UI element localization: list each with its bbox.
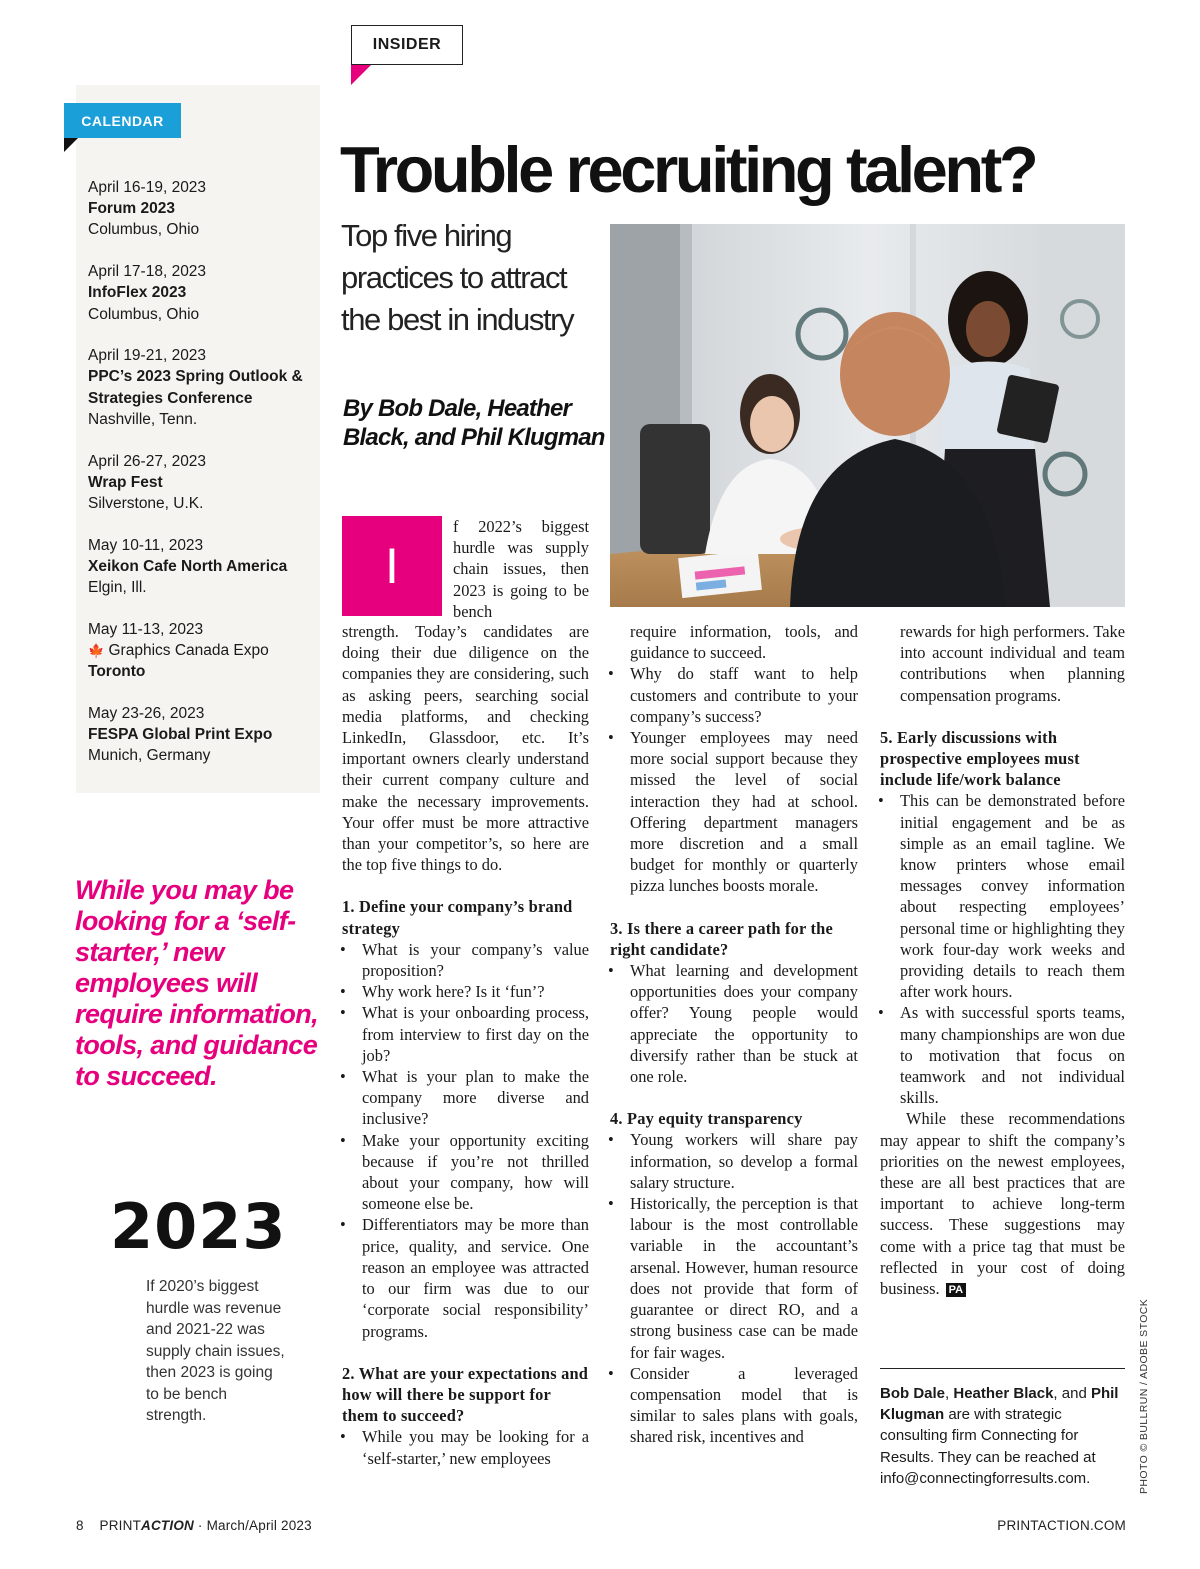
column-2 <box>610 621 858 1448</box>
event-date: April 16-19, 2023 <box>88 179 207 196</box>
list-item: • This can be demonstrated before initial engagement and be as simple as an email tagline. We know printers whose email messages convey information about respecting employees’ personal time or highlighting they work four-day work weeks and providing details to reach them after work hours. <box>880 790 1125 1002</box>
closing-text: While these recommendations may appear to shift the company’s priorities on the newest employees, these are all best practices that are important to achieve long-term success. These suggestions may come with a price tag that must be reflected in your cost of doing business. <box>880 1109 1125 1299</box>
bio-text: are with strategic consulting firm Connecting for Results. They can be reached at info@connectingforresults.com. <box>880 1406 1096 1487</box>
article-photo <box>610 224 1125 607</box>
issue-date: · March/April 2023 <box>193 1518 312 1533</box>
end-mark-logo: PA <box>946 1283 966 1297</box>
section-4-heading: 4. Pay equity transparency <box>610 1109 803 1129</box>
event-name: Wrap Fest <box>88 473 163 491</box>
calendar-event <box>88 261 316 325</box>
event-name: Xeikon Cafe North America <box>88 557 288 575</box>
section-4-list <box>610 1129 858 1447</box>
section-2-list-continued <box>610 663 858 896</box>
event-date: May 23-26, 2023 <box>88 704 205 722</box>
list-item-continued: require information, tools, and guidance to succeed. <box>630 622 858 663</box>
list-item: • Young workers will share pay information, so develop a formal salary structure. <box>610 1129 858 1193</box>
calendar-event <box>88 535 316 599</box>
section-2-heading: 2. What are your expectations and how will there be support for them to succeed? <box>342 1363 589 1426</box>
list-item: • What is your plan to make the company more diverse and inclusive? <box>342 1066 589 1130</box>
event-location: Elgin, Ill. <box>88 579 147 597</box>
event-name: FESPA Global Print Expo <box>88 726 273 744</box>
section-5-list <box>880 790 1125 1108</box>
intro-paragraph: strength. Today’s candidates are doing their due diligence on the companies they are considering, such as asking peers, searching social media platforms, and checking LinkedIn, Glassdoor, etc. It’s important owners clearly understand their current company culture and make the necessary improvements. Your offer must be more attractive than your competitor’s, so here are the top five things to do. <box>342 622 589 875</box>
event-location: Toronto <box>88 663 146 681</box>
section-5-heading: 5. Early discussions with prospective employees must include life/work balance <box>880 727 1080 790</box>
list-item-continued: rewards for high performers. Take into account individual and team contributions when planning compensation programs. <box>900 622 1125 705</box>
section-1-list <box>342 939 589 1342</box>
footer-website: PRINTACTION.COM <box>997 1518 1126 1533</box>
calendar-event <box>88 177 316 241</box>
section-tag-flag <box>351 65 371 85</box>
pull-quote: While you may be looking for a ‘self-starter,’ new employees will require information, tools, and guidance to succeed. <box>75 875 319 1091</box>
bio-divider <box>880 1368 1125 1369</box>
drop-cap: I <box>342 516 442 616</box>
event-location: Columbus, Ohio <box>88 221 200 239</box>
year-callout: 2023 <box>110 1190 287 1263</box>
magazine-name <box>100 1518 194 1533</box>
list-item: • What learning and development opportunities does your company offer? Young people would appreciate the opportunity to diversify rather than be stuck at one role. <box>610 960 858 1087</box>
event-location: Columbus, Ohio <box>88 305 200 323</box>
bio-name: Heather Black <box>953 1385 1054 1402</box>
list-item: • Make your opportunity exciting because if you’re not thrilled about your company, how will someone else be. <box>342 1130 589 1215</box>
event-name: InfoFlex 2023 <box>88 284 187 302</box>
closing-paragraph <box>880 1108 1125 1299</box>
column-3 <box>880 621 1125 1299</box>
calendar-label: CALENDAR <box>64 103 181 138</box>
list-item: • Why do staff want to help customers and contribute to your company’s success? <box>610 663 858 727</box>
byline: By Bob Dale, Heather Black, and Phil Klugman <box>343 395 605 451</box>
author-bio <box>880 1383 1125 1489</box>
list-item: • As with successful sports teams, many championships are won due to motivation that focus on teamwork and not individual skills. <box>880 1002 1125 1108</box>
bio-separator: , and <box>1053 1385 1091 1402</box>
event-name: PPC’s 2023 Spring Outlook & Strategies Conference <box>88 368 303 407</box>
list-item: • What is your company’s value proposition? <box>342 939 589 981</box>
year-callout-note: If 2020’s biggest hurdle was revenue and 2021-22 was supply chain issues, then 2023 is going to be bench strength. <box>146 1278 285 1424</box>
list-item: • Why work here? Is it ‘fun’? <box>342 981 589 1002</box>
magazine-name-print: PRINT <box>99 1518 142 1533</box>
event-date: April 19-21, 2023 <box>88 347 207 365</box>
section-tag: INSIDER <box>351 25 463 65</box>
calendar-event <box>88 619 316 683</box>
magazine-name-action: ACTION <box>141 1518 194 1533</box>
bio-separator: , <box>945 1385 954 1402</box>
bio-name: Phil Klugman <box>880 1385 1119 1424</box>
bio-name: Bob Dale <box>880 1385 946 1402</box>
list-item: • While you may be looking for a ‘self-starter,’ new employees <box>342 1426 589 1468</box>
event-location: Silverstone, U.K. <box>88 494 204 512</box>
list-item: • Historically, the perception is that labour is the most controllable variable in the accountant’s arsenal. However, human resource does not provide that form of guarantee or direct RO, and a strong business case can be made for fair wages. <box>610 1193 858 1363</box>
calendar-event <box>88 345 316 430</box>
list-item: • What is your onboarding process, from interview to first day on the job? <box>342 1002 589 1066</box>
event-location: Munich, Germany <box>88 747 211 765</box>
intro-first-lines <box>453 516 589 622</box>
list-item: • Younger employees may need more social support because they missed the level of social interaction they had at school. Offering department managers more discretion and a small budget for monthly or quarterly pizza lunches boosts morale. <box>610 727 858 897</box>
event-location: Nashville, Tenn. <box>88 410 198 428</box>
calendar-label-flag <box>64 138 78 152</box>
footer-left <box>76 1518 312 1533</box>
calendar-event <box>88 451 316 515</box>
column-1 <box>342 621 589 1469</box>
event-name: Forum 2023 <box>88 200 176 218</box>
section-1-heading: 1. Define your company’s brand strategy <box>342 897 573 938</box>
list-item: • Consider a leveraged compensation model that is similar to sales plans with goals, shared risk, incentives and <box>610 1363 858 1448</box>
headline: Trouble recruiting talent? <box>340 133 1036 206</box>
photo-credit <box>1136 1296 1156 1496</box>
intro-paragraph-start: f 2022’s biggest hurdle was supply chain issues, then 2023 is going to be bench <box>453 517 589 621</box>
section-3-list <box>610 960 858 1087</box>
maple-leaf-icon: 🍁 <box>88 642 105 658</box>
list-item: • Differentiators may be more than price, quality, and service. One reason an employee was attracted to our firm was due to our ‘corporate social responsibility’ programs. <box>342 1214 589 1341</box>
event-date: April 26-27, 2023 <box>88 452 207 470</box>
event-name-row <box>88 640 316 661</box>
calendar-list <box>88 177 316 787</box>
calendar-event <box>88 703 316 767</box>
section-3-heading: 3. Is there a career path for the right candidate? <box>610 918 833 959</box>
event-date: May 10-11, 2023 <box>88 536 204 554</box>
deck: Top five hiring practices to attract the best in industry <box>341 218 574 337</box>
page-number: 8 <box>76 1518 84 1533</box>
photo-credit-text: PHOTO © BULLRUN / ADOBE STOCK <box>1138 1298 1150 1494</box>
section-2-list <box>342 1426 589 1468</box>
event-name: Graphics Canada Expo <box>108 641 269 659</box>
event-date: May 11-13, 2023 <box>88 620 204 638</box>
event-date: April 17-18, 2023 <box>88 263 207 281</box>
